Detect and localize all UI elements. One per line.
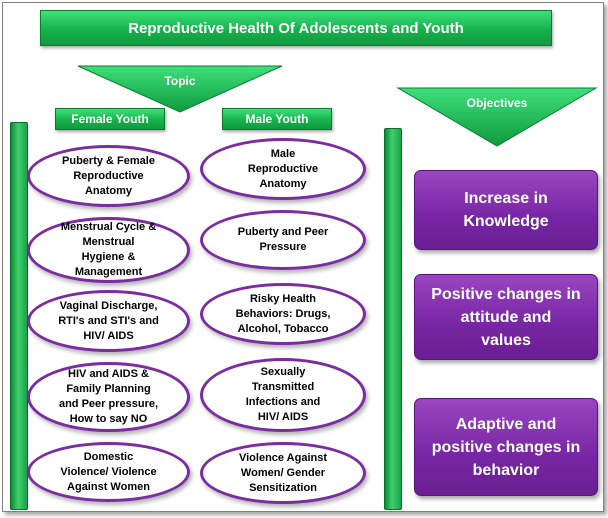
female-topic-oval [27,442,190,502]
male-topic-oval [200,138,366,200]
male-topic-text: Puberty and Peer Pressure [237,226,329,253]
male-topic-text: Risky Health Behaviors: Drugs, Alcohol, Tobacco [235,292,331,335]
female-topic-oval [27,290,190,352]
topic-label: Topic [164,74,196,88]
left-pole [10,122,28,510]
female-topic-text: Vaginal Discharge, RTI's and STI's and HIV/ AIDS [58,299,159,342]
male-topic-oval [200,210,366,270]
objective-box [414,398,598,496]
objectives-label: Objectives [466,96,528,110]
female-youth-header: Female Youth [55,108,165,130]
male-topic-text: Violence Against Women/ Gender Sensitization [238,451,328,494]
objective-text: Adaptive and positive changes in behavior [431,415,581,479]
male-topic-oval [200,442,366,504]
objective-text: Increase in Knowledge [463,190,549,230]
female-topic-text: Domestic Violence/ Violence Against Women [60,450,157,493]
male-topic-oval [200,283,366,345]
male-topic-oval [200,358,366,432]
objective-text: Positive changes in attitude and values [431,285,581,349]
male-topic-text: Male Reproductive Anatomy [247,147,319,190]
objective-box [414,274,598,360]
female-topic-oval [27,145,190,207]
female-topic-text: Puberty & Female Reproductive Anatomy [62,154,155,197]
right-pole [384,128,402,510]
diagram-title: Reproductive Health Of Adolescents and Youth [40,10,552,46]
objective-box [414,170,598,250]
female-topic-text: Menstrual Cycle & Menstrual Hygiene & Management [60,221,157,278]
male-youth-header: Male Youth [222,108,332,130]
female-topic-text: HIV and AIDS & Family Planning and Peer pressure, How to say NO [58,368,159,425]
female-topic-oval [27,217,190,283]
male-topic-text: Sexually Transmitted Infections and HIV/ AIDS [245,366,321,423]
topic-arrow [78,66,282,112]
female-topic-oval [27,362,190,432]
